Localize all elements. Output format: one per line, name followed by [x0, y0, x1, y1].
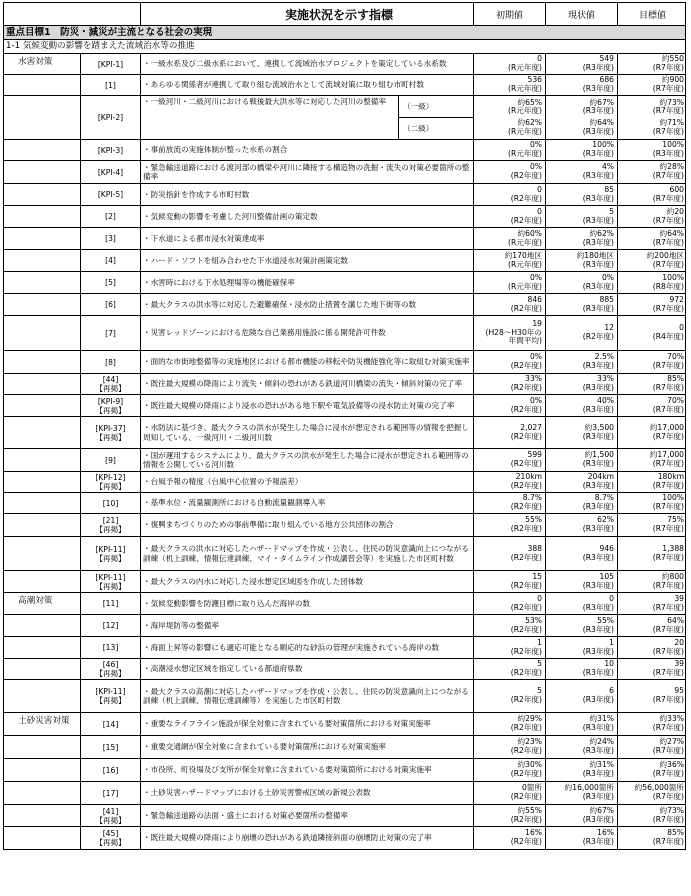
category-spacer — [4, 493, 80, 513]
category-spacer — [4, 472, 80, 492]
value-initial: 約23% (R2年度) — [473, 736, 545, 758]
kpi-id: [KPI-2] — [80, 96, 140, 139]
kpi-id: [13] — [80, 637, 140, 658]
value-initial: 0% (R元年度) — [473, 140, 545, 160]
value-initial: 15 (R2年度) — [473, 571, 545, 592]
category-spacer — [4, 250, 80, 271]
table-row — [4, 160, 685, 183]
kpi-cell — [4, 615, 140, 636]
category-spacer — [4, 736, 80, 758]
category-spacer — [4, 395, 80, 416]
kpi-id: [KPI-11] 【再掲】 — [80, 680, 140, 712]
kpi-cell — [4, 316, 140, 350]
table-row — [4, 513, 685, 536]
value-initial: 5 (R2年度) — [473, 680, 545, 712]
kpi-cell — [4, 351, 140, 373]
table-row — [4, 139, 685, 160]
indicator-text: ・あらゆる関係者が連携して取り組む流域治水として流域対策に取り組む市町村数 — [140, 75, 473, 95]
value-initial: 約170地区 (R元年度) — [473, 250, 545, 271]
table-row — [4, 712, 685, 735]
category-spacer — [4, 827, 80, 849]
value-initial: 0 (R2年度) — [473, 593, 545, 614]
value-initial: 536 (R元年度) — [473, 75, 545, 95]
value-initial: 0 (R2年度) — [473, 206, 545, 227]
value-target: 約17,000 (R7年度) — [617, 417, 687, 448]
table-row — [4, 614, 685, 636]
value-current: 16% (R3年度) — [545, 827, 617, 849]
value-current: 33% (R3年度) — [545, 374, 617, 394]
value-initial: 8.7% (R2年度) — [473, 493, 545, 513]
value-initial: 1 (R2年度) — [473, 637, 545, 658]
kpi-id: [2] — [80, 206, 140, 227]
table-body — [3, 53, 686, 850]
value-target: 0 (R4年度) — [617, 316, 687, 350]
kpi-id: [4] — [80, 250, 140, 271]
category-spacer — [4, 615, 80, 636]
indicator-text: ・重要交通網が保全対象に含まれている要対策箇所における対策実施率 — [140, 736, 473, 758]
kpi-cell — [4, 161, 140, 183]
kpi-id: [KPI-4] — [80, 161, 140, 183]
value-current: 5 (R3年度) — [545, 206, 617, 227]
kpi-cell — [4, 75, 140, 95]
value-current: 946 (R3年度) — [545, 537, 617, 570]
header-target: 目標値 — [617, 3, 687, 25]
indicator-text: ・事前放流の実施体制が整った水系の割合 — [140, 140, 473, 160]
value-current: 約31% (R3年度) — [545, 713, 617, 735]
table-row — [4, 592, 685, 614]
value-current: 105 (R3年度) — [545, 571, 617, 592]
value-target: 600 (R7年度) — [617, 184, 687, 205]
kpi-id: [5] — [80, 272, 140, 293]
value-current: 0% (R3年度) — [545, 272, 617, 293]
value-target: 約800 (R7年度) — [617, 571, 687, 592]
category-spacer — [4, 96, 80, 139]
value-current: 約1,500 (R3年度) — [545, 449, 617, 471]
kpi-cell — [4, 736, 140, 758]
table-row — [4, 636, 685, 658]
value-initial: 0 (R2年度) — [473, 184, 545, 205]
kpi-id: [KPI-3] — [80, 140, 140, 160]
indicator-text: ・復興まちづくりのための事前準備に取り組んでいる地方公共団体の割合 — [140, 514, 473, 536]
table-row — [4, 183, 685, 205]
indicator-text: ・防災指針を作成する市町村数 — [140, 184, 473, 205]
kpi-cell — [4, 417, 140, 448]
indicator-text: ・基準水位・流量観測所における自動流量観測導入率 — [140, 493, 473, 513]
kpi-cell — [4, 96, 140, 139]
kpi-cell — [4, 472, 140, 492]
table-row — [4, 74, 685, 95]
value-current: 62% (R3年度) — [545, 514, 617, 536]
value-init — [473, 96, 545, 139]
kpi-id: [1] — [80, 75, 140, 95]
kpi-id: [14] — [80, 713, 140, 735]
table-row — [4, 804, 685, 826]
value-current: 8.7% (R3年度) — [545, 493, 617, 513]
category-spacer — [4, 680, 80, 712]
value-target: 約64% (R7年度) — [617, 228, 687, 249]
section-heading: 1-1 気候変動の影響を踏まえた流域治水等の推進 — [3, 40, 686, 53]
kpi-cell — [4, 571, 140, 592]
table-row — [4, 315, 685, 350]
value-target: 95 (R7年度) — [617, 680, 687, 712]
value-initial: 0% (R2年度) — [473, 351, 545, 373]
table-row — [4, 758, 685, 781]
value-target: 180km (R7年度) — [617, 472, 687, 492]
value-initial: 0% (R2年度) — [473, 395, 545, 416]
table-row — [4, 293, 685, 315]
category-spacer — [4, 228, 80, 249]
value-target: 100% (R8年度) — [617, 272, 687, 293]
indicator-text: ・気候変動の影響を考慮した河川整備計画の策定数 — [140, 206, 473, 227]
table-row — [4, 471, 685, 492]
header-current: 現状値 — [545, 3, 617, 25]
indicator-text: ・土砂災害ハザードマップにおける土砂災害警戒区域の新規公表数 — [140, 782, 473, 804]
kpi-id: [KPI-11] 【再掲】 — [80, 537, 140, 570]
category-spacer — [4, 759, 80, 781]
value-current: 1 (R3年度) — [545, 637, 617, 658]
table-row — [4, 373, 685, 394]
indicator-text: ・下水道による都市浸水対策達成率 — [140, 228, 473, 249]
kpi-id: [21] 【再掲】 — [80, 514, 140, 536]
category-spacer — [4, 449, 80, 471]
value-target: 39 (R7年度) — [617, 659, 687, 679]
value-line: 約71% (R7年度) — [652, 118, 684, 136]
value-current: 約62% (R3年度) — [545, 228, 617, 249]
category-spacer — [4, 537, 80, 570]
value-initial: 210km (R2年度) — [473, 472, 545, 492]
value-current: 約3,500 (R3年度) — [545, 417, 617, 448]
kpi-cell — [4, 493, 140, 513]
kpi-cell — [4, 395, 140, 416]
value-initial: 2,027 (R2年度) — [473, 417, 545, 448]
value-current: 10 (R3年度) — [545, 659, 617, 679]
value-current: 100% (R3年度) — [545, 140, 617, 160]
goal-heading: 重点目標1 防災・減災が主流となる社会の実現 — [3, 26, 686, 40]
indicator-text: ・緊急輸送道路の法面・盛土における対策必要箇所の整備率 — [140, 805, 473, 826]
value-initial: 599 (R2年度) — [473, 449, 545, 471]
category-spacer — [4, 184, 80, 205]
value-line: 約65% (R元年度) — [508, 97, 542, 116]
table-row — [4, 570, 685, 592]
indicator-text: ・水害時における下水処理場等の機能確保率 — [140, 272, 473, 293]
value-target: 約33% (R7年度) — [617, 713, 687, 735]
value-line: 約67% (R3年度) — [582, 97, 614, 116]
value-initial: 53% (R2年度) — [473, 615, 545, 636]
table-row — [4, 271, 685, 293]
table-row — [4, 735, 685, 758]
table-row — [4, 679, 685, 712]
indicator-text: ・高潮浸水想定区域を指定している都道府県数 — [140, 659, 473, 679]
kpi-id: [8] — [80, 351, 140, 373]
value-line: 約62% (R元年度) — [508, 118, 542, 136]
kpi-id: [17] — [80, 782, 140, 804]
header-initial: 初期値 — [473, 3, 545, 25]
indicator-text: ・海岸堤防等の整備率 — [140, 615, 473, 636]
category-spacer — [4, 272, 80, 293]
indicator-text: ・市役所、町役場及び支所が保全対象に含まれている要対策箇所における対策実施率 — [140, 759, 473, 781]
table-row — [4, 53, 685, 74]
value-current: 2.5% (R3年度) — [545, 351, 617, 373]
indicator-text: ・最大クラスの洪水に対応したハザードマップを作成・公表し、住民の防災意識向上につながる訓練（机上訓練、情報伝達訓練、マイ・タイムライン作成講習会等）を実施した市区町村数 — [140, 537, 473, 570]
value-initial: 5 (R2年度) — [473, 659, 545, 679]
category-spacer — [4, 374, 80, 394]
value-tgt — [617, 96, 687, 139]
kpi-cell — [4, 228, 140, 249]
value-current: 686 (R3年度) — [545, 75, 617, 95]
value-target: 85% (R7年度) — [617, 374, 687, 394]
value-target: 20 (R7年度) — [617, 637, 687, 658]
value-current: 約31% (R3年度) — [545, 759, 617, 781]
indicator-text: ・海面上昇等の影響にも適応可能となる順応的な砂浜の管理が実施されている海岸の数 — [140, 637, 473, 658]
table-row — [4, 394, 685, 416]
value-initial: 約30% (R2年度) — [473, 759, 545, 781]
value-target: 約56,000箇所 (R7年度) — [617, 782, 687, 804]
indicator-text: ・台風予報の精度（台風中心位置の予報誤差） — [140, 472, 473, 492]
indicator-text: ・既往最大規模の降雨により流失・傾斜の恐れがある鉄道河川橋梁の流失・傾斜対策の完了率 — [140, 374, 473, 394]
category-spacer — [4, 514, 80, 536]
category-label: 水害対策 — [18, 57, 53, 67]
value-initial: 0 (R元年度) — [473, 54, 545, 74]
kpi-id: [12] — [80, 615, 140, 636]
value-target: 約20 (R7年度) — [617, 206, 687, 227]
kpi-id: [45] 【再掲】 — [80, 827, 140, 849]
table-row — [4, 536, 685, 570]
value-cur — [545, 96, 617, 139]
table-row — [4, 95, 685, 139]
indicator-text: ・水防法に基づき、最大クラスの洪水が発生した場合に浸水が想定される範囲等の情報を把握し周知している、一級河川・二級河川数 — [140, 417, 473, 448]
value-target: 約900 (R7年度) — [617, 75, 687, 95]
category-label: 土砂災害対策 — [18, 716, 70, 726]
value-current: 4% (R3年度) — [545, 161, 617, 183]
value-initial: 約55% (R2年度) — [473, 805, 545, 826]
table-row — [4, 416, 685, 448]
category-block — [3, 712, 686, 850]
category-spacer — [4, 206, 80, 227]
category-block — [3, 53, 686, 592]
kpi-cell — [4, 184, 140, 205]
indicator-text: ・一級河川・二級河川における戦後最大洪水等に対応した河川の整備率 — [141, 96, 399, 139]
kpi-cell — [4, 805, 140, 826]
category-spacer — [4, 417, 80, 448]
kpi-id: [16] — [80, 759, 140, 781]
kpi-cell — [4, 537, 140, 570]
value-target: 100% (R7年度) — [617, 493, 687, 513]
category-spacer — [4, 316, 80, 350]
kpi-cell — [4, 659, 140, 679]
value-line: 約64% (R3年度) — [582, 118, 614, 136]
kpi-cell — [4, 759, 140, 781]
indicator-text: ・既往最大規模の降雨により浸水の恐れがある地下駅や電気設備等の浸水防止対策の完了率 — [140, 395, 473, 416]
value-initial: 0% (R元年度) — [473, 272, 545, 293]
value-current: 6 (R3年度) — [545, 680, 617, 712]
kpi-cell — [4, 294, 140, 315]
kpi-id: [KPI-1] — [80, 54, 140, 74]
value-target: 70% (R7年度) — [617, 351, 687, 373]
value-initial: 388 (R2年度) — [473, 537, 545, 570]
value-current: 約67% (R3年度) — [545, 805, 617, 826]
table-header — [3, 2, 686, 26]
value-initial: 約60% (R元年度) — [473, 228, 545, 249]
kpi-id: [15] — [80, 736, 140, 758]
value-current: 85 (R3年度) — [545, 184, 617, 205]
indicator-text: ・既往最大規模の降雨により崩壊の恐れがある鉄道隣接斜面の崩壊防止対策の完了率 — [140, 827, 473, 849]
table-row — [4, 350, 685, 373]
category-spacer — [4, 161, 80, 183]
value-current: 約24% (R3年度) — [545, 736, 617, 758]
kpi-id: [6] — [80, 294, 140, 315]
value-current: 0 (R3年度) — [545, 593, 617, 614]
indicator-text: ・最大クラスの内水に対応した浸水想定区域図を作成した団体数 — [140, 571, 473, 592]
value-target: 約73% (R7年度) — [617, 805, 687, 826]
value-initial: 16% (R2年度) — [473, 827, 545, 849]
table-row — [4, 249, 685, 271]
indicator-sheet — [3, 2, 686, 850]
value-initial: 33% (R2年度) — [473, 374, 545, 394]
kpi-id: [KPI-9] 【再掲】 — [80, 395, 140, 416]
value-target: 39 (R7年度) — [617, 593, 687, 614]
kpi-cell — [4, 680, 140, 712]
indicator-text: ・一級水系及び二級水系において、連携して流域治水プロジェクトを策定している水系数 — [140, 54, 473, 74]
indicator-subtype: （一級） — [403, 102, 434, 111]
indicator-subtypes — [399, 96, 473, 139]
kpi-cell — [4, 250, 140, 271]
kpi-id: [10] — [80, 493, 140, 513]
value-current: 約16,000箇所 (R3年度) — [545, 782, 617, 804]
category-spacer — [4, 571, 80, 592]
category-spacer — [4, 782, 80, 804]
indicator-text: ・最大クラスの高潮に対応したハザードマップを作成・公表し、住民の防災意識向上につながる訓練（机上訓練、情報伝達訓練等）を実施した市区町村数 — [140, 680, 473, 712]
category-spacer — [4, 805, 80, 826]
kpi-cell — [4, 140, 140, 160]
value-target: 約27% (R7年度) — [617, 736, 687, 758]
indicator-text: ・気候変動影響を防護目標に取り込んだ海岸の数 — [140, 593, 473, 614]
kpi-id: [KPI-12] 【再掲】 — [80, 472, 140, 492]
value-target: 約200地区 (R7年度) — [617, 250, 687, 271]
category-spacer — [4, 294, 80, 315]
kpi-id: [9] — [80, 449, 140, 471]
kpi-id: [11] — [80, 593, 140, 614]
value-initial: 846 (R2年度) — [473, 294, 545, 315]
value-target: 約36% (R7年度) — [617, 759, 687, 781]
value-current: 55% (R3年度) — [545, 615, 617, 636]
value-target: 70% (R7年度) — [617, 395, 687, 416]
value-target: 約550 (R7年度) — [617, 54, 687, 74]
value-initial: 0箇所 (R2年度) — [473, 782, 545, 804]
indicator-text: ・緊急輸送道路における渡河部の橋梁や河川に隣接する構造物の洗掘・流失の対策必要箇所の整備率 — [140, 161, 473, 183]
table-row — [4, 781, 685, 804]
category-spacer — [4, 140, 80, 160]
table-row — [4, 205, 685, 227]
table-row — [4, 658, 685, 679]
value-current: 40% (R3年度) — [545, 395, 617, 416]
value-current: 549 (R3年度) — [545, 54, 617, 74]
kpi-id: [7] — [80, 316, 140, 350]
value-initial: 約29% (R2年度) — [473, 713, 545, 735]
header-title: 実施状況を示す指標 — [140, 3, 473, 25]
category-spacer — [4, 75, 80, 95]
kpi-cell — [4, 514, 140, 536]
kpi-cell — [4, 782, 140, 804]
kpi-cell — [4, 206, 140, 227]
kpi-id: [KPI-37] 【再掲】 — [80, 417, 140, 448]
value-initial: 19 (H28〜H30年の 年間平均) — [473, 316, 545, 350]
kpi-cell — [4, 637, 140, 658]
indicator-subtype: （二級） — [399, 117, 473, 139]
indicator-text: ・面的な市街地整備等の実施地区における都市機能の移転や防災機能強化等に取組む対策実施率 — [140, 351, 473, 373]
value-target: 100% (R3年度) — [617, 140, 687, 160]
value-current: 885 (R3年度) — [545, 294, 617, 315]
table-row — [4, 227, 685, 249]
value-target: 85% (R7年度) — [617, 827, 687, 849]
kpi-cell — [4, 827, 140, 849]
kpi-id: [46] 【再掲】 — [80, 659, 140, 679]
indicator-text: ・重要なライフライン施設が保全対象に含まれている要対策箇所における対策実施率 — [140, 713, 473, 735]
value-initial: 0% (R2年度) — [473, 161, 545, 183]
value-line: 約73% (R7年度) — [652, 97, 684, 116]
category-label: 高潮対策 — [18, 596, 53, 606]
value-target: 1,388 (R7年度) — [617, 537, 687, 570]
indicator-text: ・最大クラスの洪水等に対応した避難確保・浸水防止措置を講じた地下街等の数 — [140, 294, 473, 315]
indicator-cell — [140, 96, 473, 139]
value-target: 約17,000 (R7年度) — [617, 449, 687, 471]
indicator-text: ・災害レッドゾーンにおける危険な自己業務用施設に係る開発許可件数 — [140, 316, 473, 350]
kpi-cell — [4, 449, 140, 471]
value-current: 204km (R3年度) — [545, 472, 617, 492]
kpi-id: [KPI-11] 【再掲】 — [80, 571, 140, 592]
kpi-id: [KPI-5] — [80, 184, 140, 205]
kpi-id: [44] 【再掲】 — [80, 374, 140, 394]
category-block — [3, 592, 686, 712]
indicator-text: ・ハード・ソフトを組み合わせた下水道浸水対策計画策定数 — [140, 250, 473, 271]
value-target: 64% (R7年度) — [617, 615, 687, 636]
kpi-id: [41] 【再掲】 — [80, 805, 140, 826]
category-spacer — [4, 351, 80, 373]
indicator-text: ・国が運用するシステムにより、最大クラスの洪水が発生した場合に浸水が想定される範囲等の情報を公開している河川数 — [140, 449, 473, 471]
value-target: 75% (R7年度) — [617, 514, 687, 536]
table-row — [4, 448, 685, 471]
value-target: 約28% (R7年度) — [617, 161, 687, 183]
value-current: 約180地区 (R3年度) — [545, 250, 617, 271]
kpi-cell — [4, 374, 140, 394]
value-initial: 55% (R2年度) — [473, 514, 545, 536]
value-target: 972 (R7年度) — [617, 294, 687, 315]
category-spacer — [4, 659, 80, 679]
value-current: 12 (R2年度) — [545, 316, 617, 350]
category-spacer — [4, 637, 80, 658]
table-row — [4, 492, 685, 513]
kpi-id: [3] — [80, 228, 140, 249]
table-row — [4, 826, 685, 849]
kpi-cell — [4, 272, 140, 293]
